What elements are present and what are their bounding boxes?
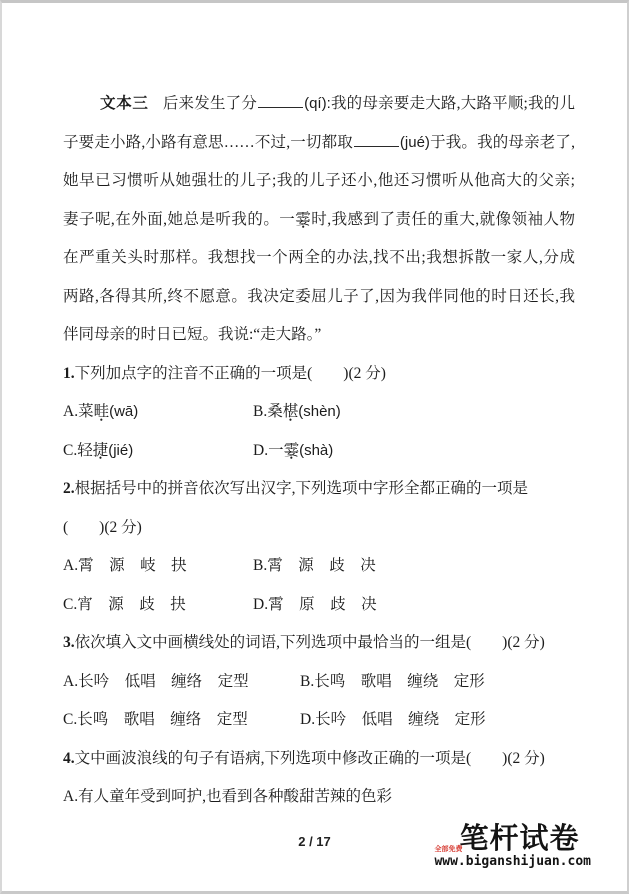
paper-content [63, 85, 575, 817]
passage-label: 文本三 [100, 95, 149, 112]
question-4-options-row [63, 778, 575, 817]
passage-line-6 [63, 278, 575, 317]
question-1-options-row [63, 393, 575, 432]
question-4 [63, 740, 575, 817]
text-run: 子要走小路,小路有意思……不过,一切都取 [63, 133, 353, 151]
passage-line-7 [63, 316, 575, 355]
question-3-options-row [63, 701, 575, 740]
text-run: A.长吟 低唱 缠络 定型 [63, 672, 249, 690]
passage-line-5 [63, 239, 575, 278]
question-3-option-D [300, 701, 575, 740]
question-number: 3. [63, 634, 75, 651]
emphasized-char: 霎 [283, 441, 300, 459]
text-run: 依次填入文中画横线处的词语,下列选项中最恰当的一组是( )(2 分) [74, 634, 545, 651]
blank-underline [354, 132, 399, 146]
question-4-stem [63, 740, 575, 779]
text-run: D.霄 原 歧 决 [253, 595, 377, 613]
text-run: C.宵 源 歧 抉 [63, 595, 186, 613]
question-2 [63, 470, 575, 624]
passage-line-3 [63, 162, 575, 201]
text-run: 她早已习惯听从她强壮的儿子;我的儿子还小,他还习惯听从他高大的父亲; [63, 172, 575, 189]
question-2-options-row [63, 586, 575, 625]
text-run: 后来发生了分 [162, 95, 258, 112]
question-number: 4. [63, 749, 75, 767]
text-run: 我的母亲要走大路,大路平顺;我的儿 [330, 95, 575, 112]
text-run: 于我。我的母亲老了, [429, 133, 575, 151]
brand-name: 笔杆试卷 [459, 823, 580, 855]
passage-line-1 [63, 85, 575, 124]
text-run: 下列加点字的注音不正确的一项是( )(2 分) [74, 364, 386, 382]
text-run: A.霄 源 岐 抉 [63, 557, 187, 574]
text-run: B.霄 源 歧 决 [253, 557, 376, 574]
text-run: 根据括号中的拼音依次写出汉字,下列选项中字形全都正确的一项是 [74, 480, 529, 497]
question-2-stem [63, 470, 575, 509]
pinyin-text: (jué) [399, 133, 430, 151]
question-1 [63, 355, 575, 471]
text-run: ( )(2 分) [63, 518, 142, 536]
question-number: 1. [63, 364, 75, 382]
text-run: 两路,各得其所,终不愿意。我决定委屈儿子了,因为我伴同他的时日还长,我 [63, 287, 575, 305]
brand-url: www.biganshijuan.com [434, 854, 591, 869]
emphasized-char: 畦 [93, 403, 110, 420]
question-3 [63, 624, 575, 740]
question-1-options-row [63, 432, 575, 471]
question-2-option-C [63, 586, 253, 625]
questions [63, 355, 575, 817]
question-3-stem [63, 624, 575, 663]
passage-line-2 [63, 124, 575, 163]
question-1-option-B [253, 393, 575, 432]
text-run: D.一 [253, 441, 284, 459]
text-run: A.有人童年受到呵护,也看到各种酸甜苦辣的色彩 [63, 788, 392, 805]
question-1-option-D [253, 432, 575, 471]
blank-underline [258, 94, 303, 108]
brand-url-line [434, 846, 591, 869]
text-run: B.长鸣 歌唱 缠绕 定形 [300, 672, 485, 690]
passage-lines [63, 85, 575, 355]
text-run: A.菜 [63, 403, 94, 420]
question-2-option-B [253, 547, 575, 586]
question-2-options-row [63, 547, 575, 586]
pinyin-text: (shà) [299, 441, 334, 459]
text-run: 在严重关头时那样。我想找一个两全的办法,找不出;我想拆散一家人,分成 [63, 249, 575, 266]
question-4-option-A [63, 778, 575, 817]
question-3-options-row [63, 663, 575, 702]
question-3-option-B [300, 663, 575, 702]
text-run: C.长鸣 歌唱 缠络 定型 [63, 711, 248, 728]
text-run: 文中画波浪线的句子有语病,下列选项中修改正确的一项是( )(2 分) [74, 749, 545, 767]
question-3-option-C [63, 701, 300, 740]
question-2-option-A [63, 547, 253, 586]
question-1-stem [63, 355, 575, 394]
brand-tagline: 全部免费 [434, 846, 463, 853]
brand-logo [434, 824, 591, 869]
text-run: 伴同母亲的时日已短。我说:“走大路。” [63, 326, 322, 343]
passage-line-4 [63, 201, 575, 240]
question-number: 2. [63, 480, 75, 497]
emphasized-char: 霎 [295, 210, 312, 228]
text-run: 妻子呢,在外面,她总是听我的。一 [63, 210, 296, 228]
text-run: B.桑 [253, 403, 283, 420]
question-1-option-C [63, 432, 253, 471]
text-run: 时,我感到了责任的重大,就像领袖人物 [311, 210, 575, 228]
pinyin-text: (shèn) [298, 403, 341, 420]
question-1-option-A [63, 393, 253, 432]
question-3-option-A [63, 663, 300, 702]
page-number: 2 / 17 [298, 834, 331, 849]
pinyin-text: (wā) [109, 403, 139, 420]
text-run: D.长吟 低唱 缠绕 定形 [300, 711, 486, 728]
emphasized-char: 椹 [282, 403, 299, 420]
question-2-option-D [253, 586, 575, 625]
pinyin-text: (jié) [108, 441, 134, 459]
question-2-stem-continued [63, 509, 575, 548]
emphasized-char: 捷 [92, 441, 109, 459]
pinyin-text: (qí): [304, 95, 331, 112]
text-run: C.轻 [63, 441, 93, 459]
